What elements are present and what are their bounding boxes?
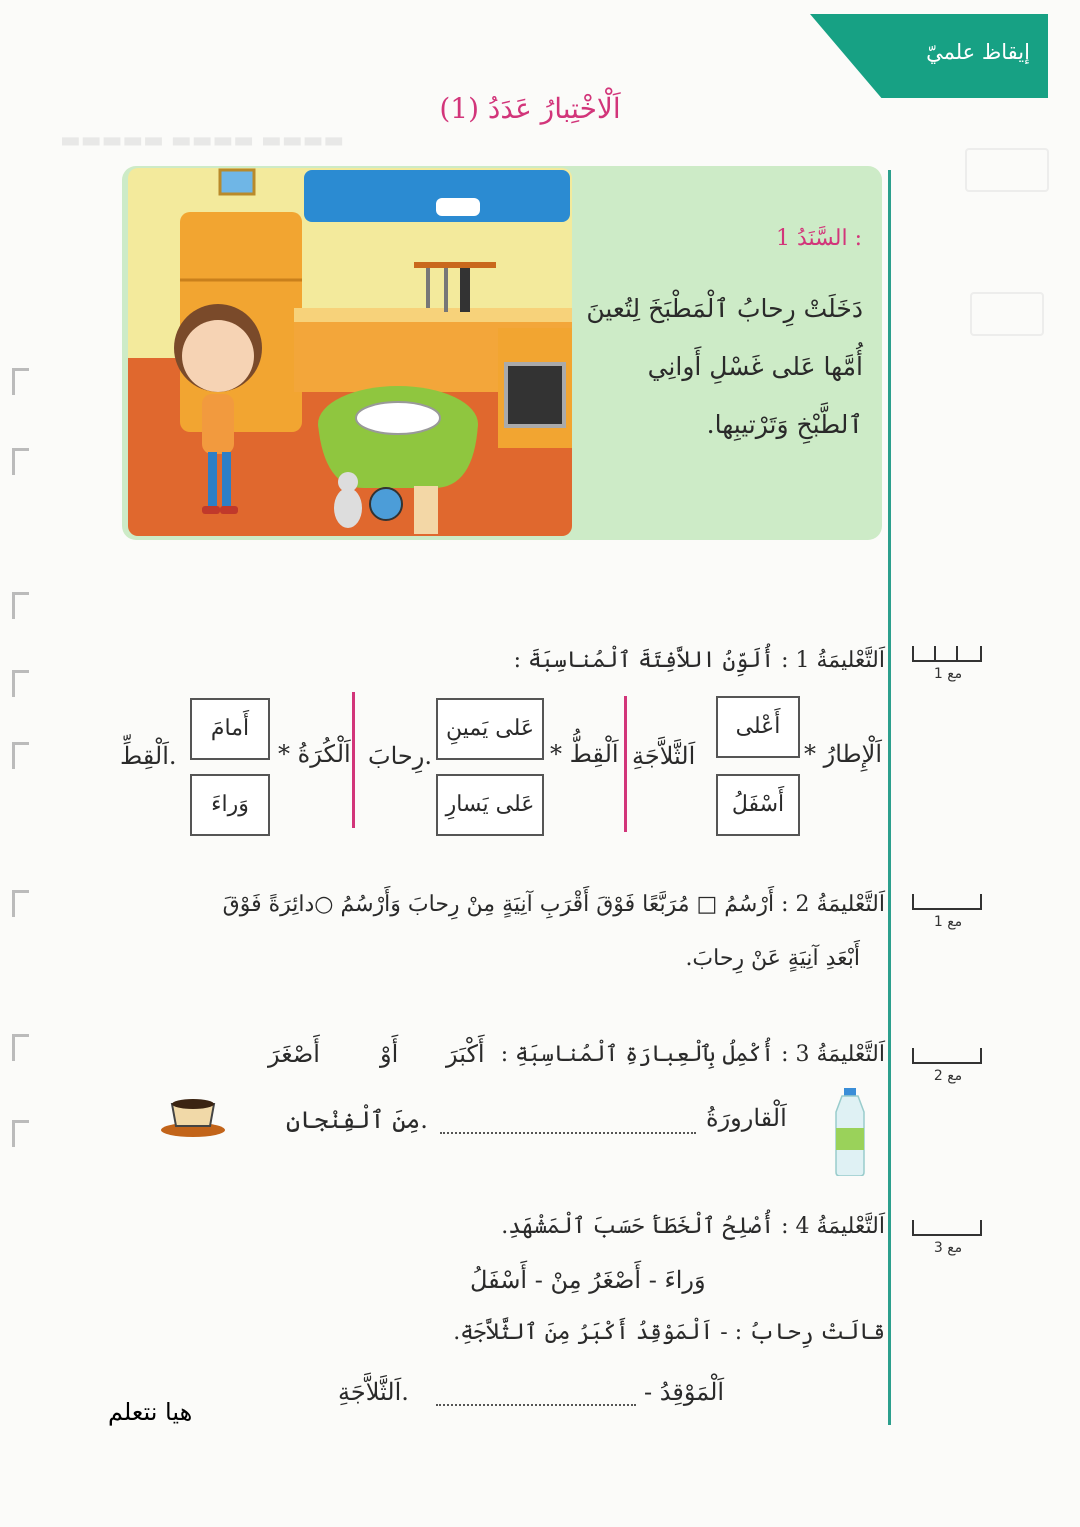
q1-item1-star: * اَلْإِطارُ (804, 740, 882, 768)
q3-option-smaller: أَصْغَرَ (268, 1040, 320, 1068)
section-tab-label: إيقاظ علميّ (926, 40, 1030, 64)
q1-item3-end: اَلْقِطِّ. (120, 742, 177, 770)
kitchen-illustration (128, 168, 572, 536)
q3-or: أَوْ (380, 1040, 399, 1068)
q2-instruction-line1: اَلتَّعْليمَةُ 2 : أَرْسُمُ □ مُرَبَّعًا فَوْقَ أَقْرَبِ آنِيَةٍ مِنْ رِحابَ وَأَرْسُمُ ○دائِرَةً فَوْقَ (222, 892, 885, 917)
sanad-text: دَخَلَتْ رِحابُ ٱلْمَطْبَخَ لِتُعينَ أُمَّها عَلى غَسْلِ أَوانِي ٱلطَّبْخِ وَتَرْتيبِها. (586, 294, 863, 439)
margin-mark (12, 1034, 29, 1061)
margin-mark (12, 592, 29, 619)
q1-item2-option-top[interactable]: عَلى يَمينِ (436, 698, 544, 760)
score-box-q4 (912, 1214, 982, 1254)
q1-instruction: اَلتَّعْليمَةُ 1 : أُلَوِّنُ اللاَّفِتَةَ ٱلْمُناسِبَةَ : (513, 648, 885, 673)
q1-divider (624, 696, 627, 832)
margin-mark (12, 670, 29, 697)
q3-sentence-end: مِنَ ٱلْفِنْجانِ. (286, 1106, 428, 1134)
sanad-label: السَّنَدُ 1 : (775, 226, 862, 251)
q1-item1-option-top[interactable]: أَعْلى (716, 696, 800, 758)
margin-mark (12, 1120, 29, 1147)
q1-item1-option-bottom[interactable]: أَسْفَلُ (716, 774, 800, 836)
q2-instruction-line2: أَبْعَدِ آنِيَةٍ عَنْ رِحابَ. (685, 946, 860, 971)
q4-answer-blank[interactable] (436, 1404, 636, 1406)
test-title: اَلْاخْتِبارُ عَدَدُ (1) (439, 92, 621, 125)
q1-item1-end: اَلثَّلاَّجَةِ (632, 742, 696, 770)
bleed-through-text: ▬▬▬▬▬ ▬▬▬▬ ▬▬▬▬ (60, 128, 345, 153)
bottle-icon (832, 1088, 868, 1180)
q1-item3-option-top[interactable]: أَمامَ (190, 698, 270, 760)
q4-answer-end: اَلثَّلاَّجَةِ. (338, 1378, 409, 1406)
score-box-q2 (912, 888, 982, 928)
q4-instruction: اَلتَّعْليمَةُ 4 : أُصْلِحُ ٱلْخَطَأَ حَسَبَ ٱلْمَشْهَدِ. (501, 1214, 885, 1239)
q1-item3-star: * اَلْكُرَةُ (278, 740, 351, 768)
margin-mark (12, 742, 29, 769)
q4-statement: قالَتْ رِحابُ : - اَلْمَوْقِدُ أَكْبَرُ مِنَ ٱلثَّلاَّجَةِ. (453, 1320, 885, 1345)
footer-watermark: هيا نتعلم (108, 1398, 193, 1426)
criterion-label: مع 2 (933, 1068, 963, 1084)
q1-divider (352, 692, 355, 828)
q1-item3-option-bottom[interactable]: وَراءَ (190, 774, 270, 836)
q1-item2-option-bottom[interactable]: عَلى يَسارِ (436, 774, 544, 836)
score-box-q3 (912, 1042, 982, 1082)
criterion-label: مع 3 (933, 1240, 963, 1256)
q4-answer-start: - اَلْمَوْقِدُ (644, 1378, 725, 1406)
q3-option-bigger: أَكْبَرَ (446, 1040, 485, 1068)
bleed-through-box (970, 292, 1044, 336)
score-box-q1 (912, 640, 982, 680)
q1-item2-star: * اَلْقِطُّ (550, 740, 619, 768)
margin-mark (12, 448, 29, 475)
q3-answer-blank[interactable] (440, 1132, 696, 1134)
margin-mark (12, 368, 29, 395)
margin-rule (888, 170, 891, 1425)
q4-word-bank: وَراءَ - أَصْغَرُ مِنْ - أَسْفَلُ (470, 1266, 706, 1294)
q1-item2-end: رِحابَ. (368, 742, 432, 770)
coffee-cup-icon (160, 1096, 226, 1142)
q3-instruction: اَلتَّعْليمَةُ 3 : أُكْمِلُ بِٱلْعِبارَةِ ٱلْمُناسِبَةِ : (500, 1042, 885, 1067)
bleed-through-box (965, 148, 1049, 192)
criterion-label: مع 1 (933, 666, 963, 682)
margin-mark (12, 890, 29, 917)
q3-sentence-start: اَلْقارورَةُ (706, 1104, 787, 1132)
criterion-label: مع 1 (933, 914, 963, 930)
